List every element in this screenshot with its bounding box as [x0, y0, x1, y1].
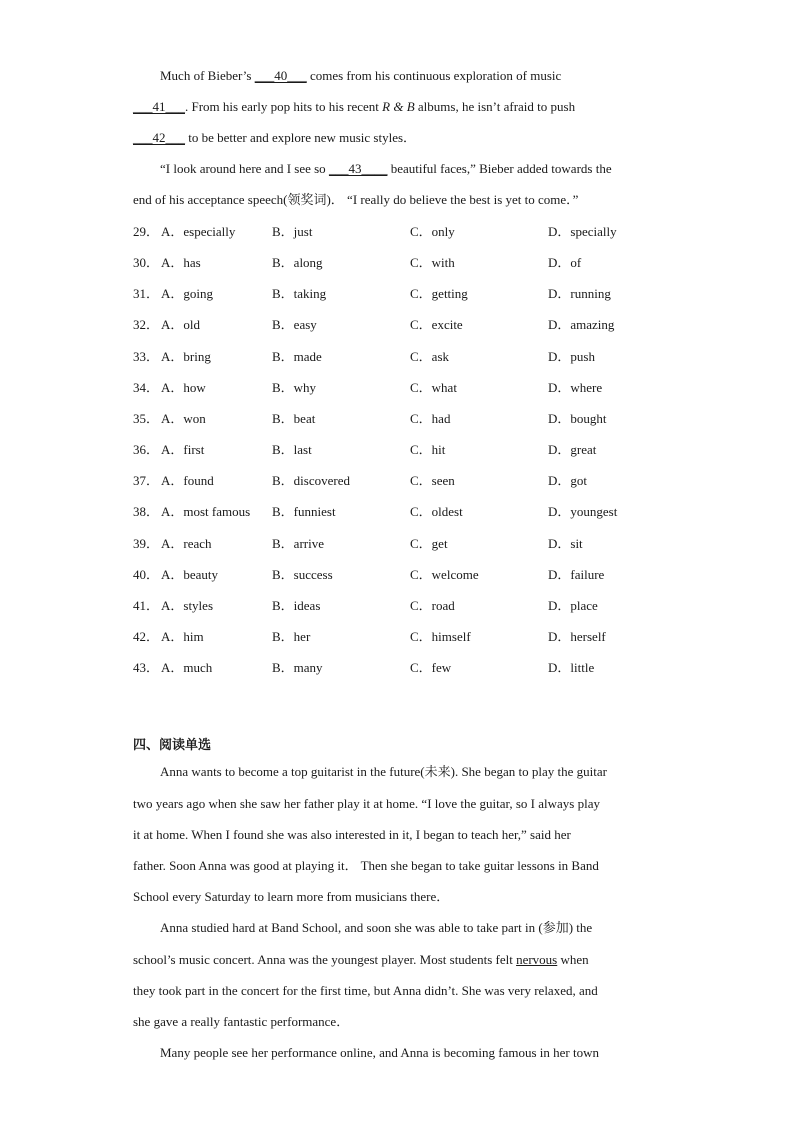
- option-a[interactable]: A．old: [161, 317, 201, 333]
- passage-p1-line3: [133, 130, 416, 146]
- option-c[interactable]: C．ask: [410, 348, 450, 364]
- option-c[interactable]: C．few: [410, 660, 452, 676]
- option-a[interactable]: A．much: [161, 660, 213, 676]
- question-row: [133, 286, 693, 302]
- reading-line-2: two years ago when she saw her father play it at home. “I love the guitar, so I always play: [133, 796, 600, 811]
- text: to be better and explore new music styles．: [185, 130, 417, 145]
- question-number: 34．: [133, 379, 160, 395]
- option-a[interactable]: A．most famous: [161, 504, 251, 520]
- option-b[interactable]: B．her: [272, 628, 311, 644]
- reading-line-9: she gave a really fantastic performance．: [133, 1014, 350, 1029]
- question-row: [133, 660, 693, 676]
- question-row: [133, 349, 693, 365]
- question-row: [133, 224, 693, 240]
- option-d[interactable]: D．place: [548, 597, 598, 613]
- passage-p2-line1: [160, 161, 612, 177]
- option-d[interactable]: D．great: [548, 442, 597, 458]
- question-number: 42．: [133, 628, 160, 644]
- option-a[interactable]: A．going: [161, 286, 214, 302]
- option-b[interactable]: B．last: [272, 442, 312, 458]
- section-heading: 四、阅读单选: [133, 738, 212, 753]
- option-a[interactable]: A．bring: [161, 348, 211, 364]
- option-d[interactable]: D．of: [548, 255, 582, 271]
- question-number: 31．: [133, 286, 160, 302]
- option-d[interactable]: D．push: [548, 348, 595, 364]
- option-b[interactable]: B．arrive: [272, 535, 324, 551]
- option-a[interactable]: A．reach: [161, 535, 212, 551]
- option-d[interactable]: D．herself: [548, 628, 606, 644]
- option-a[interactable]: A．first: [161, 442, 205, 458]
- question-row: [133, 255, 693, 271]
- option-c[interactable]: C．with: [410, 255, 455, 271]
- blank-42[interactable]: ___42___: [133, 130, 185, 145]
- text: Much of Bieber’s: [160, 68, 255, 83]
- question-number: 41．: [133, 597, 160, 613]
- text: school’s music concert. Anna was the youngest player. Most students felt: [133, 952, 517, 967]
- option-c[interactable]: C．get: [410, 535, 448, 551]
- option-b[interactable]: B．ideas: [272, 597, 321, 613]
- reading-line-4: father. Soon Anna was good at playing it． Then she began to take guitar lessons in Band: [133, 858, 599, 873]
- option-a[interactable]: A．beauty: [161, 566, 219, 582]
- text: “I look around here and I see so: [160, 161, 329, 176]
- option-b[interactable]: B．why: [272, 379, 317, 395]
- text-rb: R & B: [382, 99, 415, 114]
- option-d[interactable]: D．where: [548, 379, 603, 395]
- option-c[interactable]: C．what: [410, 379, 457, 395]
- passage-p1-line2: [133, 99, 575, 115]
- text: when: [557, 952, 589, 967]
- option-b[interactable]: B．just: [272, 224, 313, 239]
- question-row: [133, 473, 693, 489]
- question-row: [133, 380, 693, 396]
- option-d[interactable]: D．amazing: [548, 317, 615, 333]
- blank-43[interactable]: ___43____: [328, 161, 388, 176]
- option-a[interactable]: A．won: [161, 410, 206, 426]
- question-number: 35．: [133, 410, 160, 426]
- option-d[interactable]: D．failure: [548, 566, 605, 582]
- option-d[interactable]: D．sit: [548, 535, 583, 551]
- option-c[interactable]: C．had: [410, 410, 451, 426]
- underlined-word: nervous: [516, 952, 558, 967]
- text: comes from his continuous exploration of music: [306, 68, 562, 83]
- text: albums, he isn’t afraid to push: [414, 99, 576, 114]
- option-b[interactable]: B．along: [272, 255, 323, 271]
- question-number: 39．: [133, 535, 160, 551]
- option-c[interactable]: C．oldest: [410, 504, 463, 520]
- blank-41[interactable]: ___41___: [133, 99, 185, 114]
- option-d[interactable]: D．got: [548, 473, 588, 489]
- option-c[interactable]: C．road: [410, 597, 455, 613]
- reading-line-10: Many people see her performance online, and Anna is becoming famous in her town: [160, 1045, 599, 1060]
- reading-line-8: they took part in the concert for the first time, but Anna didn’t. She was very relaxed, and: [133, 983, 598, 998]
- question-row: [133, 317, 693, 333]
- option-c[interactable]: C．seen: [410, 473, 455, 489]
- question-number: 36．: [133, 442, 160, 458]
- option-a[interactable]: A．how: [161, 379, 206, 395]
- question-number: 32．: [133, 317, 160, 333]
- question-number: 40．: [133, 566, 160, 582]
- option-b[interactable]: B．taking: [272, 286, 327, 302]
- option-c[interactable]: C．excite: [410, 317, 463, 333]
- option-a[interactable]: A．styles: [161, 597, 214, 613]
- text: beautiful faces,” Bieber added towards the: [387, 161, 612, 176]
- question-number: 29．: [133, 224, 160, 239]
- option-c[interactable]: C．only: [410, 224, 455, 239]
- option-c[interactable]: C．getting: [410, 286, 468, 302]
- reading-line-5: School every Saturday to learn more from musicians there．: [133, 889, 450, 904]
- reading-line-3: it at home. When I found she was also interested in it, I began to teach her,” said her: [133, 827, 571, 842]
- option-a[interactable]: A．found: [161, 473, 214, 489]
- question-row: [133, 598, 693, 614]
- option-a[interactable]: A．has: [161, 255, 201, 271]
- reading-line-6: Anna studied hard at Band School, and soon she was able to take part in (参加) the: [160, 920, 593, 935]
- option-b[interactable]: B．funniest: [272, 504, 336, 520]
- question-number: 43．: [133, 660, 160, 676]
- option-b[interactable]: B．discovered: [272, 473, 350, 489]
- question-number: 37．: [133, 473, 160, 489]
- option-c[interactable]: C．himself: [410, 628, 471, 644]
- question-number: 38．: [133, 504, 160, 520]
- option-c[interactable]: C．welcome: [410, 566, 479, 582]
- question-row: [133, 567, 693, 583]
- option-b[interactable]: B．success: [272, 566, 333, 582]
- question-row: [133, 536, 693, 552]
- option-d[interactable]: D．bought: [548, 410, 607, 426]
- text: . From his early pop hits to his recent: [185, 99, 383, 114]
- option-d[interactable]: D．specially: [548, 224, 617, 239]
- reading-line-7: [133, 952, 589, 968]
- option-b[interactable]: B．made: [272, 348, 322, 364]
- passage-p1-line1: [160, 68, 561, 84]
- option-d[interactable]: D．little: [548, 660, 595, 676]
- option-b[interactable]: B．beat: [272, 410, 316, 426]
- question-row: [133, 504, 693, 520]
- question-number: 33．: [133, 348, 160, 364]
- option-d[interactable]: D．youngest: [548, 504, 618, 520]
- question-row: [133, 629, 693, 645]
- option-b[interactable]: B．easy: [272, 317, 317, 333]
- question-row: [133, 411, 693, 427]
- question-row: [133, 442, 693, 458]
- option-c[interactable]: C．hit: [410, 442, 446, 458]
- question-number: 30．: [133, 255, 160, 271]
- option-a[interactable]: A．especially: [161, 224, 236, 239]
- passage-p2-line2: end of his acceptance speech(领奖词)． “I really do believe the best is yet to come．”: [133, 192, 579, 207]
- option-d[interactable]: D．running: [548, 286, 611, 302]
- option-a[interactable]: A．him: [161, 628, 204, 644]
- option-b[interactable]: B．many: [272, 660, 323, 676]
- blank-40[interactable]: ___40___: [254, 68, 307, 83]
- reading-line-1: Anna wants to become a top guitarist in the future(未来). She began to play the guitar: [160, 764, 607, 779]
